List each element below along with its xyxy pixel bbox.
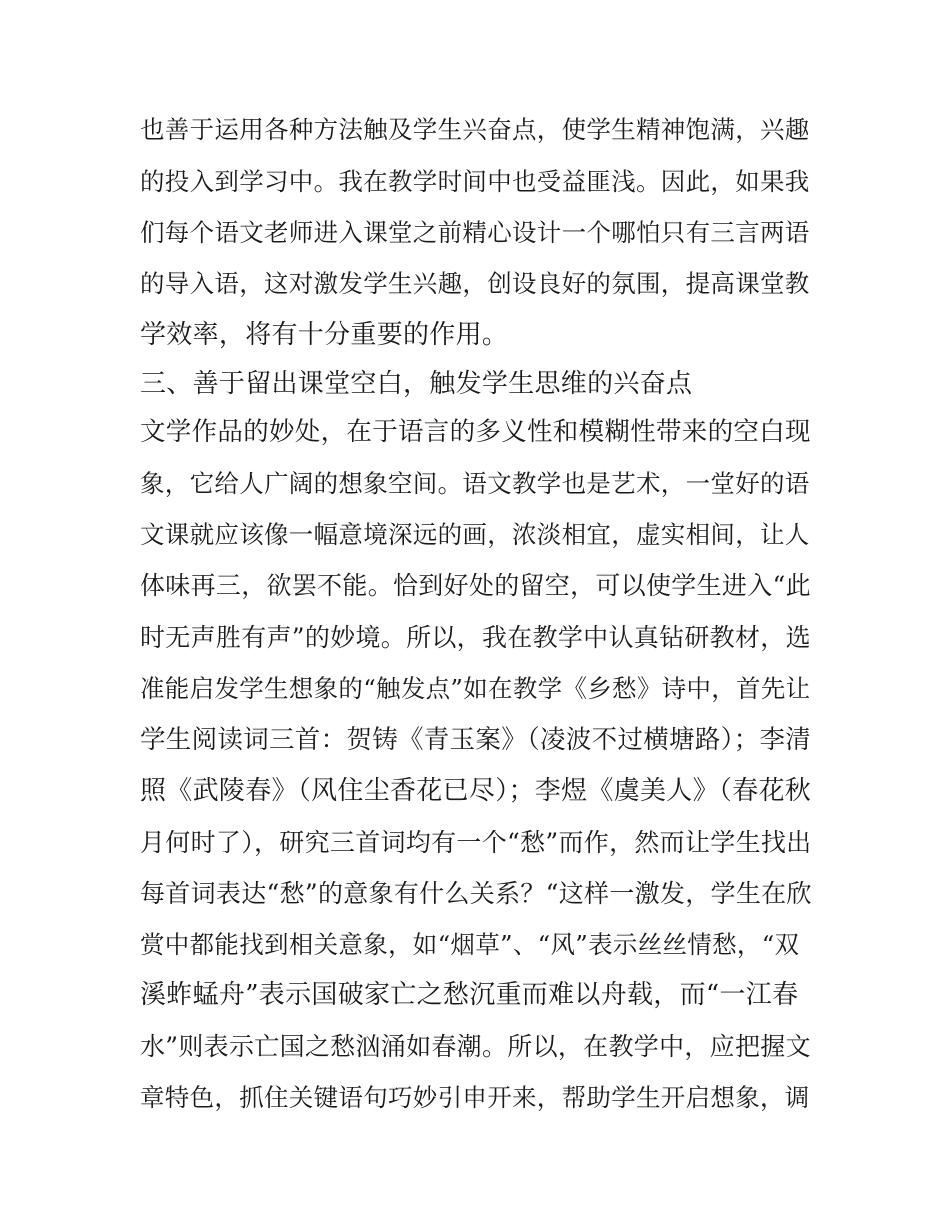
paragraph-line: 照《武陵春》（风住尘香花已尽）；李煜《虞美人》（春花秋 [140,776,812,806]
paragraph-line: 章特色，抓住关键语句巧妙引申开来，帮助学生开启想象，调 [140,1083,810,1112]
paragraph-line: 的导入语，这对激发学生兴趣，创设良好的氛围，提高课堂教 [140,269,810,298]
paragraph-line: 体味再三，欲罢不能。恰到好处的留空，可以使学生进入“此 [140,571,811,600]
paragraph-line: 也善于运用各种方法触及学生兴奋点，使学生精神饱满，兴趣 [140,115,810,144]
section-heading: 三、善于留出课堂空白，触发学生思维的兴奋点 [140,369,693,399]
paragraph-line: 月何时了），研究三首词均有一个“愁”而作，然而让学生找出 [140,828,812,857]
paragraph-line: 时无声胜有声”的妙境。所以，我在教学中认真钻研教材，选 [140,623,811,652]
paragraph-line: 文课就应该像一幅意境深远的画，浓淡相宜，虚实相间，让人 [140,520,810,549]
paragraph-line: 水”则表示亡国之愁汹涌如春潮。所以，在教学中，应把握文 [140,1032,811,1061]
paragraph-line: 文学作品的妙处，在于语言的多义性和模糊性带来的空白现 [140,417,811,447]
paragraph-line: 学生阅读词三首：贺铸《青玉案》（凌波不过横塘路）；李清 [140,725,812,755]
paragraph-line: 的投入到学习中。我在教学时间中也受益匪浅。因此，如果我 [140,167,810,196]
paragraph-line: 溪蚱蜢舟”表示国破家亡之愁沉重而难以舟载，而“一江春 [140,980,799,1010]
paragraph-line: 赏中都能找到相关意象，如“烟草”、“风”表示丝丝情愁，“双 [140,930,800,959]
paragraph-line: 们每个语文老师进入课堂之前精心设计一个哪怕只有三言两语 [140,218,810,247]
paragraph-line: 准能启发学生想象的“触发点”如在教学《乡愁》诗中，首先让 [140,674,811,703]
paragraph-line: 象，它给人广阔的想象空间。语文教学也是艺术，一堂好的语 [140,469,810,498]
paragraph-line: 学效率，将有十分重要的作用。 [140,320,509,350]
paragraph-line: 每首词表达“愁”的意象有什么关系？“这样一激发，学生在欣 [140,879,812,908]
